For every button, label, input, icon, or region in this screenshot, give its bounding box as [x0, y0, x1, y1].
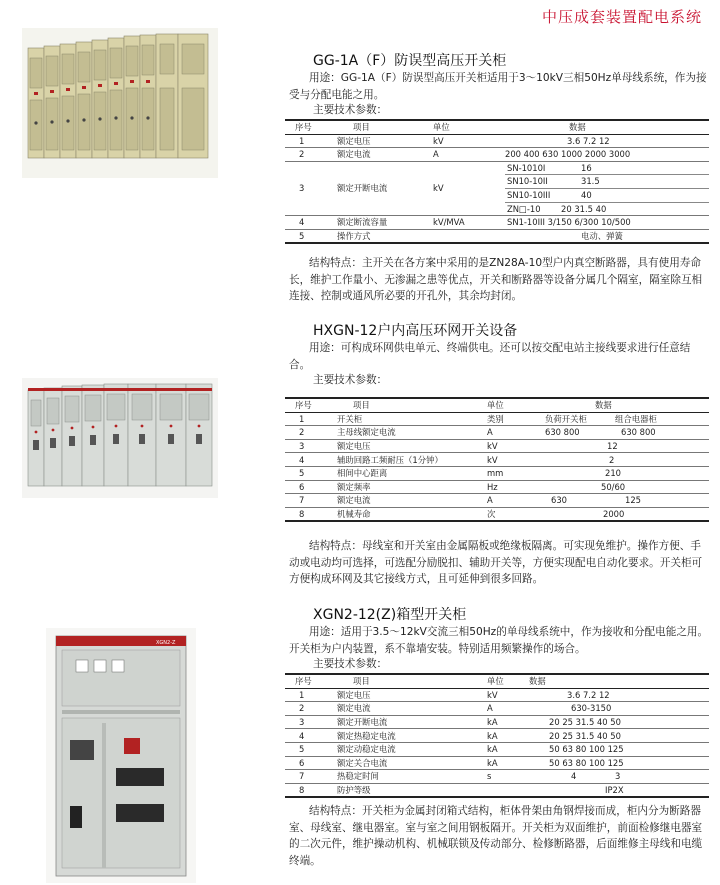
page-header-title: 中压成套装置配电系统 — [541, 8, 702, 26]
section-usage-xgn2: 用途：适用于3.5～12kV交流三相50Hz的单母线系统中，作为接收和分配电能之用。开关柜为户内装置，系不靠墙安装。特别适用频繁操作的场合。 — [289, 626, 709, 655]
table-header-cell: 数据 — [525, 674, 709, 688]
spec-table-xgn2 — [285, 673, 709, 798]
section-feature-xgn2: 结构特点：开关柜为金属封闭箱式结构，柜体骨架由角钢焊接而成，柜内分为断路器室、母线室、继电器室。室与室之间用钢板隔开。开关柜为双面维护，前面检修继电器室的二次元件，维护操动机构、机械联锁及传动部分、检修断路器，后面维修主母线和电缆终端。 — [289, 805, 703, 867]
table-header-row — [285, 398, 709, 412]
table-header-row — [285, 120, 709, 134]
table-row: 5 相间中心距离 mm 210 — [285, 466, 709, 480]
table-row: 1 额定电压 kV 3.6 7.2 12 — [285, 134, 709, 148]
section-feature-gg1a: 结构特点：主开关在各方案中采用的是ZN28A-10型户内真空断路器，具有使用寿命长，维护工作量小、无渗漏之患等优点，开关和断路器等设备分属几个隔室，隔室除互相连接、控制或通风所必要的开孔外，其余均封闭。 — [289, 257, 703, 302]
table-header-cell: 序号 — [285, 120, 333, 134]
table-row: 1 开关柜 类别 负荷开关柜 组合电器柜 — [285, 412, 709, 426]
table-header-cell: 序号 — [285, 674, 333, 688]
section-title-xgn2: XGN2-12(Z)箱型开关柜 — [313, 607, 467, 623]
table-row: 3 额定开断电流 kA 20 25 31.5 40 50 — [285, 715, 709, 729]
table-row: 5 额定动稳定电流 kA 50 63 80 100 125 — [285, 742, 709, 756]
hxgn12-cabinet-photo — [22, 378, 218, 498]
table-row: 7 热稳定时间 s 4 3 — [285, 770, 709, 784]
table-row: 1 额定电压 kV 3.6 7.2 12 — [285, 688, 709, 702]
table-row: 4 额定断流容量 kV/MVA SN1-10III 3/150 6/300 10/500 — [285, 216, 709, 230]
table-header-cell: 单位 — [429, 120, 505, 134]
photo-label: XGN2-Z — [156, 640, 176, 646]
spec-table-gg1a — [285, 119, 709, 244]
section-feature-hxgn12: 结构特点：母线室和开关室由金属隔板或绝缘板隔离。可实现免维护。操作方便、手动或电动均可选择，可选配分励脱扣、辅助开关等，方便实现配电自动化要求。开关柜可方便构成环网及其它接线方式，且可延伸到很多回路。 — [289, 540, 703, 585]
spec-table-hxgn12 — [285, 397, 709, 522]
table-header-cell: 单位 — [483, 398, 525, 412]
table-header-cell: 项目 — [333, 120, 429, 134]
section-title-hxgn12: HXGN-12户内高压环网开关设备 — [313, 323, 518, 339]
table-row: 3 额定开断电流 kV SN-1010I 16 SN10-10II 31.5 SN10-10III 40 ZN□-10 20 31.5 40 — [285, 161, 709, 215]
table-header-cell: 项目 — [333, 398, 483, 412]
table-header-cell: 单位 — [483, 674, 525, 688]
section-usage-gg1a: 用途：GG-1A（F）防误型高压开关柜适用于3～10kV三相50Hz单母线系统，作为接受与分配电能之用。 — [289, 72, 707, 101]
table-header-cell: 数据 — [505, 120, 709, 134]
table-row: 2 额定电流 A 200 400 630 1000 2000 3000 — [285, 148, 709, 162]
table-row: 7 额定电流 A 630 125 — [285, 494, 709, 508]
xgn2-cabinet-photo — [46, 628, 196, 883]
table-header-cell: 项目 — [333, 674, 483, 688]
table-row: 3 额定电压 kV 12 — [285, 439, 709, 453]
params-label-gg1a: 主要技术参数： — [313, 104, 388, 116]
table-row: 8 防护等级 IP2X — [285, 783, 709, 797]
photo-column — [0, 0, 248, 885]
table-row: 5 操作方式 电动、弹簧 — [285, 229, 709, 243]
table-row: 6 额定关合电流 kA 50 63 80 100 125 — [285, 756, 709, 770]
table-row: 4 额定热稳定电流 kA 20 25 31.5 40 50 — [285, 729, 709, 743]
table-header-cell: 序号 — [285, 398, 333, 412]
params-label-xgn2: 主要技术参数： — [313, 658, 388, 670]
table-header-cell: 数据 — [525, 398, 709, 412]
table-row: 8 机械寿命 次 2000 — [285, 507, 709, 521]
table-row: 6 额定频率 Hz 50/60 — [285, 480, 709, 494]
table-header-row — [285, 674, 709, 688]
table-row: 2 主母线额定电流 A 630 800 630 800 — [285, 426, 709, 440]
section-title-gg1a: GG-1A（F）防误型高压开关柜 — [313, 53, 507, 69]
gg1a-cabinet-photo — [22, 28, 218, 178]
params-label-hxgn12: 主要技术参数： — [313, 374, 388, 386]
table-row: 2 额定电流 A 630-3150 — [285, 702, 709, 716]
table-row: 4 辅助回路工频耐压（1分钟） kV 2 — [285, 453, 709, 467]
section-usage-hxgn12: 用途：可构成环网供电单元、终端供电。还可以按交配电站主接线要求进行任意结合。 — [289, 342, 691, 371]
